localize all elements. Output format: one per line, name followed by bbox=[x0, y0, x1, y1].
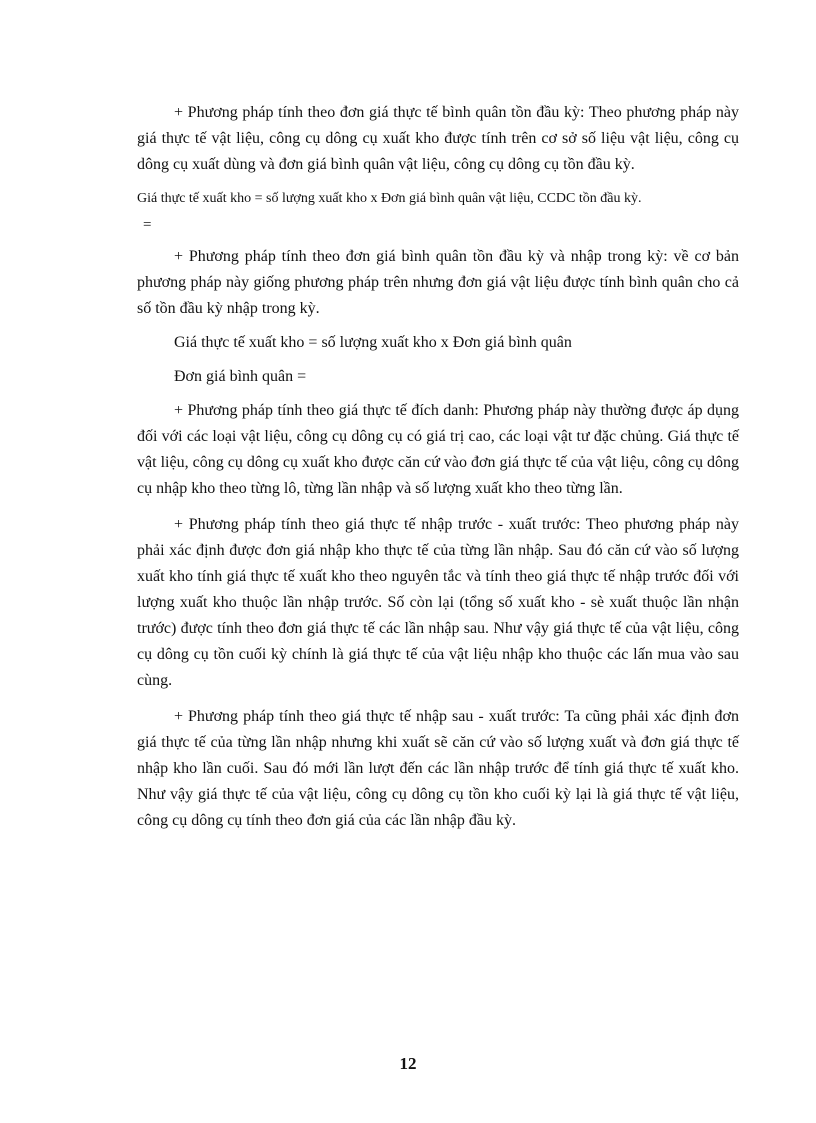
formula-opening-average: Giá thực tế xuất kho = số lượng xuất kho x Đơn giá bình quân vật liệu, CCDC tồn đầu kỳ. bbox=[137, 191, 642, 206]
page-number: 12 bbox=[399, 1054, 417, 1073]
formula-equals-sign: = bbox=[143, 217, 152, 233]
paragraph-weighted-average-price: + Phương pháp tính theo đơn giá bình quân tồn đầu kỳ và nhập trong kỳ: về cơ bản phương pháp này giống phương pháp trên nhưng đơn giá vật liệu được tính bình quân cho cả số tồn đầu kỳ nhập trong kỳ. bbox=[137, 248, 739, 317]
page-body bbox=[137, 100, 739, 834]
formula-average-unit-price: Đơn giá bình quân = bbox=[174, 368, 307, 385]
paragraph-average-opening-price: + Phương pháp tính theo đơn giá thực tế bình quân tồn đầu kỳ: Theo phương pháp này giá thực tế vật liệu, công cụ dông cụ xuất kho được tính trên cơ sở số liệu vật liệu, công cụ dông cụ xuất dùng và đơn giá bình quân vật liệu, công cụ dông cụ tồn đầu kỳ. bbox=[137, 104, 739, 173]
paragraph-lifo: + Phương pháp tính theo giá thực tế nhập sau - xuất trước: Ta cũng phải xác định đơn giá thực tế của từng lần nhập nhưng khi xuất sẽ căn cứ vào số lượng xuất và đơn giá thực tế nhập kho lần cuối. Sau đó mới lần lượt đến các lần nhập trước để tính giá thực tế xuất kho. Như vậy giá thực tế của vật liệu, công cụ dông cụ tồn kho cuối kỳ lại là giá thực tế vật liệu, công cụ dông cụ tính theo đơn giá của các lần nhập đầu kỳ. bbox=[137, 708, 739, 829]
paragraph-specific-identification: + Phương pháp tính theo giá thực tế đích danh: Phương pháp này thường được áp dụng đối với các loại vật liệu, công cụ dông cụ có giá trị cao, các loại vật tư đặc chủng. Giá thực tế vật liệu, công cụ dông cụ xuất kho được căn cứ vào đơn giá thực tế của vật liệu, công cụ dông cụ nhập kho theo từng lô, từng lần nhập và số lượng xuất kho theo từng lần. bbox=[137, 402, 739, 497]
paragraph-fifo: + Phương pháp tính theo giá thực tế nhập trước - xuất trước: Theo phương pháp này phải xác định được đơn giá nhập kho thực tế của từng lần nhập. Sau đó căn cứ vào số lượng xuất kho tính giá thực tế xuất kho theo nguyên tắc và tính theo giá thực tế nhập trước đối với lượng xuất kho thuộc lần nhập trước. Số còn lại (tổng số xuất kho - sè xuất thuộc lần nhận trước) được tính theo đơn giá thực tế các lần nhập sau. Như vậy giá thực tế của vật liệu, công cụ dông cụ tồn cuối kỳ chính là giá thực tế của vật liệu nhập kho thuộc các lấn mua vào sau cùng. bbox=[137, 516, 739, 689]
formula-weighted-average: Giá thực tế xuất kho = số lượng xuất kho x Đơn giá bình quân bbox=[174, 334, 572, 351]
